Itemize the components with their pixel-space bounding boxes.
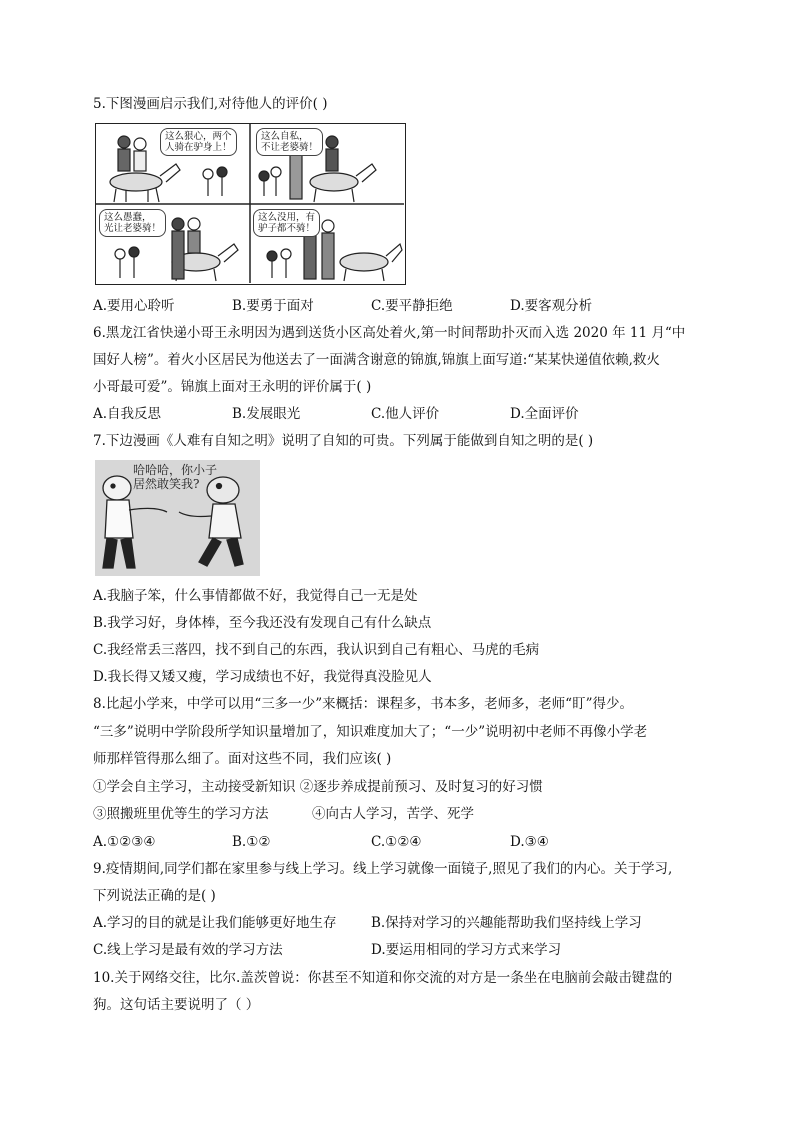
q6-option-a: A.自我反思 bbox=[93, 406, 162, 422]
q8-stem-line-3: 师那样管得那么细了。面对这些不同，我们应该( ) bbox=[93, 751, 392, 767]
comic-bubble-1: 这么狠心，两个 人骑在驴身上！ bbox=[160, 128, 237, 156]
q7-option-a: A.我脑子笨，什么事情都做不好，我觉得自己一无是处 bbox=[93, 588, 418, 604]
q5-option-d: D.要客观分析 bbox=[510, 298, 593, 314]
q9-option-b: B.保持对学习的兴趣能帮助我们坚持线上学习 bbox=[371, 915, 642, 931]
q6-option-d: D.全面评价 bbox=[510, 406, 579, 422]
q6-option-c: C.他人评价 bbox=[371, 406, 440, 422]
q10-stem-line-2: 狗。这句话主要说明了（ ） bbox=[93, 997, 260, 1013]
cartoon-caption: 哈哈哈，你小子 居然敢笑我? bbox=[133, 463, 218, 491]
q7-stem: 7.下边漫画《人难有自知之明》说明了自知的可贵。下列属于能做到自知之明的是( ) bbox=[93, 433, 594, 449]
q6-stem-line-2: 国好人榜”。着火小区居民为他送去了一面满含谢意的锦旗,锦旗上面写道:“某某快递值依赖,救火 bbox=[93, 352, 660, 368]
q9-stem-line-1: 9.疫情期间,同学们都在家里参与线上学习。线上学习就像一面镜子,照见了我们的内心。关于学习, bbox=[93, 861, 673, 877]
q10-stem-line-1: 10.关于网络交往，比尔.盖茨曾说：你甚至不知道和你交流的对方是一条坐在电脑前会敲击键盘的 bbox=[93, 970, 673, 986]
q8-stem-line-2: “三多”说明中学阶段所学知识量增加了，知识难度加大了；“一少”说明初中老师不再像小学老 bbox=[93, 724, 648, 740]
self-knowledge-cartoon bbox=[95, 460, 260, 576]
q8-stem-line-1: 8.比起小学来，中学可以用“三多一少”来概括：课程多，书本多，老师多，老师“盯”得少。 bbox=[93, 696, 633, 712]
q9-stem-line-2: 下列说法正确的是( ) bbox=[93, 888, 216, 904]
q9-option-d: D.要运用相同的学习方式来学习 bbox=[371, 942, 562, 958]
q5-stem: 5.下图漫画启示我们,对待他人的评价( ) bbox=[93, 96, 328, 112]
comic-bubble-3: 这么愚蠢， 光让老婆骑！ bbox=[99, 209, 166, 237]
donkey-comic bbox=[95, 123, 406, 285]
q7-option-c: C.我经常丢三落四，找不到自己的东西，我认识到自己有粗心、马虎的毛病 bbox=[93, 642, 540, 658]
q8-item-4: ④向古人学习，苦学、死学 bbox=[312, 806, 474, 822]
q6-option-b: B.发展眼光 bbox=[232, 406, 301, 422]
q8-item-3: ③照搬班里优等生的学习方法 bbox=[93, 806, 269, 822]
q5-option-b: B.要勇于面对 bbox=[232, 298, 314, 314]
q8-option-a: A.①②③④ bbox=[93, 834, 156, 850]
q8-option-b: B.①② bbox=[232, 834, 271, 850]
comic-bubble-2: 这么自私， 不让老婆骑！ bbox=[256, 128, 323, 156]
q7-option-b: B.我学习好，身体棒，至今我还没有发现自己有什么缺点 bbox=[93, 615, 432, 631]
q9-option-c: C.线上学习是最有效的学习方法 bbox=[93, 942, 283, 958]
q6-stem-line-3: 小哥最可爱”。锦旗上面对王永明的评价属于( ) bbox=[93, 379, 372, 395]
q9-option-a: A.学习的目的就是让我们能够更好地生存 bbox=[93, 915, 337, 931]
q8-option-d: D.③④ bbox=[510, 834, 549, 850]
comic-bubble-4: 这么没用，有 驴子都不骑！ bbox=[253, 209, 320, 237]
q8-option-c: C.①②④ bbox=[371, 834, 422, 850]
q5-option-a: A.要用心聆听 bbox=[93, 298, 175, 314]
q6-stem-line-1: 6.黑龙江省快递小哥王永明因为遇到送货小区高处着火,第一时间帮助扑灭而入选 2020 年 11 月“中 bbox=[93, 325, 686, 341]
q5-option-c: C.要平静拒绝 bbox=[371, 298, 453, 314]
donkey-comic-drawing bbox=[96, 124, 404, 283]
q7-option-d: D.我长得又矮又瘦，学习成绩也不好，我觉得真没脸见人 bbox=[93, 669, 432, 685]
q8-item-1-2: ①学会自主学习，主动接受新知识 ②逐步养成提前预习、及时复习的好习惯 bbox=[93, 779, 543, 795]
